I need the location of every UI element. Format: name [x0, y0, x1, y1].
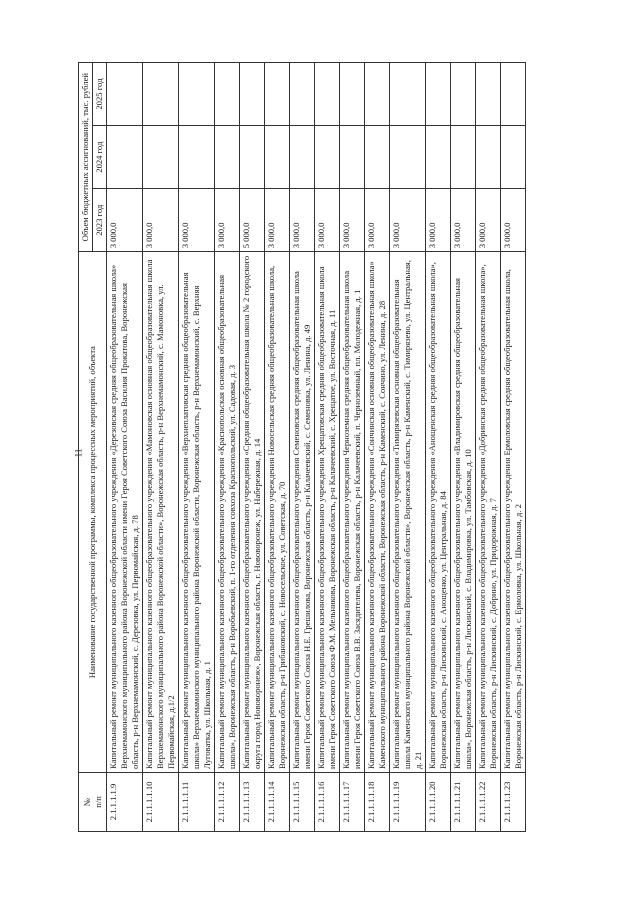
row-value-2024 [315, 126, 340, 189]
row-value-2023: 3 000,0 [476, 189, 501, 252]
table-row [240, 63, 265, 832]
row-number: 2.1.1.1.1.9 [107, 772, 143, 831]
page-number: 11 [73, 448, 84, 458]
row-value-2025 [476, 63, 501, 126]
row-value-2023: 3 000,0 [390, 189, 426, 252]
row-value-2025 [501, 63, 526, 126]
row-value-2024 [501, 126, 526, 189]
row-number: 2.1.1.1.1.21 [451, 772, 476, 831]
row-value-2025 [290, 63, 315, 126]
table-row [215, 63, 240, 832]
row-number: 2.1.1.1.1.15 [290, 772, 315, 831]
row-value-2025 [426, 63, 451, 126]
row-number: 2.1.1.1.1.13 [240, 772, 265, 831]
row-value-2025 [215, 63, 240, 126]
row-value-2023: 3 000,0 [426, 189, 451, 252]
row-name: Капитальный ремонт муниципального казенного общеобразовательного учреждения «Сончинская основная общеобразовательная школа» Каменского муниципального района Воронежской области, Воронежская область, р-н Каменский, с. Сончино, ул. Ленина, д. 28 [365, 252, 390, 773]
row-name: Капитальный ремонт муниципального казенного общеобразовательного учреждения «Владимировская средняя общеобразовательная школа», Воронежская область, р-н Лискинский, с. Владимировка, ул. Тамбовская, д. 10 [451, 252, 476, 773]
header-year-2024: 2024 год [93, 126, 107, 189]
row-value-2023: 3 000,0 [340, 189, 365, 252]
row-value-2023: 3 000,0 [107, 189, 143, 252]
row-value-2024 [390, 126, 426, 189]
row-value-2024 [107, 126, 143, 189]
row-number: 2.1.1.1.1.18 [365, 772, 390, 831]
row-name: Капитальный ремонт муниципального казенного общеобразовательного учреждения «Средняя общеобразовательная школа № 2 городского округа город Нововоронеж», Воронежская область, г. Нововоронеж, ул. Набережная, д. 14 [240, 252, 265, 773]
row-value-2023: 3 000,0 [179, 189, 215, 252]
row-value-2025 [265, 63, 290, 126]
row-value-2025 [107, 63, 143, 126]
row-number: 2.1.1.1.1.11 [179, 772, 215, 831]
budget-table [78, 62, 526, 832]
row-value-2023: 3 000,0 [365, 189, 390, 252]
row-number: 2.1.1.1.1.23 [501, 772, 526, 831]
row-number: 2.1.1.1.1.12 [215, 772, 240, 831]
row-value-2024 [426, 126, 451, 189]
row-name: Капитальный ремонт муниципального казенного общеобразовательного учреждения Новосельская средняя общеобразовательная школа, Воронежская область, р-н Грибановский, с. Новосельское, ул. Советская, д. 70 [265, 252, 290, 773]
header-year-2025: 2025 год [93, 63, 107, 126]
row-name: Капитальный ремонт муниципального казенного общеобразовательного учреждения «Краснопольская основная общеобразовательная школа», Воронежская область, р-н Воробьевский, п. 1-го отделения совхоза Краснопольский, ул. Садовая, д. 3 [215, 252, 240, 773]
header-number: № п/п [79, 772, 107, 831]
row-value-2023: 3 000,0 [315, 189, 340, 252]
table-row [390, 63, 426, 832]
row-name: Капитальный ремонт муниципального казенного общеобразовательного учреждения «Анощенская средняя общеобразовательная школа», Воронежская область, р-н Лискинский, с. Анощенко, ул. Центральная, д. 84 [426, 252, 451, 773]
row-name: Капитальный ремонт муниципального казенного общеобразовательного учреждения Черноземная средняя общеобразовательная школа имени Героя Советского Союза В.В. Засядителева, Воронежская область, р-н Калачеевский, п. Черноземный, пл. Молодежная, д. 1 [340, 252, 365, 773]
row-value-2023: 3 000,0 [265, 189, 290, 252]
rotated-page-area [78, 62, 629, 832]
table-row [365, 63, 390, 832]
row-value-2024 [290, 126, 315, 189]
row-name: Капитальный ремонт муниципального казенного общеобразовательного учреждения Ермоловская средняя общеобразовательная школа, Воронежская область, р-н Лискинский, с. Ермоловка, ул. Школьная, д. 2 [501, 252, 526, 773]
table-row [451, 63, 476, 832]
row-name: Капитальный ремонт муниципального казенного общеобразовательного учреждения «Мамоновская основная общеобразовательная школа Верхнемамонского муниципального района Воронежской области», Воронежская область, р-н Верхнемамонский, с. Мамоновка, ул. Первомайская, д.1/2 [143, 252, 179, 773]
row-number: 2.1.1.1.1.10 [143, 772, 179, 831]
row-value-2023: 5 000,0 [240, 189, 265, 252]
row-value-2025 [315, 63, 340, 126]
row-value-2023: 3 000,0 [290, 189, 315, 252]
row-value-2024 [179, 126, 215, 189]
row-number: 2.1.1.1.1.14 [265, 772, 290, 831]
table-row [107, 63, 143, 832]
table-row [265, 63, 290, 832]
row-value-2024 [451, 126, 476, 189]
table-row [476, 63, 501, 832]
row-value-2023: 3 000,0 [451, 189, 476, 252]
row-name: Капитальный ремонт муниципального казенного общеобразовательного учреждения «Верхнеплатовская средняя общеобразовательная школа» Верхнемамонского муниципального района Воронежской области, Воронежская область, р-н Верхнемамонский, с. Верхняя Луговатка, ул. Школьная, д. 1 [179, 252, 215, 773]
row-number: 2.1.1.1.1.16 [315, 772, 340, 831]
table-body [107, 63, 526, 832]
table-header [79, 63, 107, 832]
row-value-2023: 3 000,0 [215, 189, 240, 252]
row-value-2025 [390, 63, 426, 126]
row-number: 2.1.1.1.1.17 [340, 772, 365, 831]
table-row [179, 63, 215, 832]
row-value-2023: 3 000,0 [143, 189, 179, 252]
table-row [143, 63, 179, 832]
row-value-2024 [265, 126, 290, 189]
row-value-2024 [476, 126, 501, 189]
row-value-2024 [340, 126, 365, 189]
table-row [426, 63, 451, 832]
row-value-2024 [215, 126, 240, 189]
row-number: 2.1.1.1.1.20 [426, 772, 451, 831]
table-row [501, 63, 526, 832]
row-name: Капитальный ремонт муниципального казенного общеобразовательного учреждения «Тимирязевская основная общеобразовательная школа Каменского муниципального района Воронежской области», Воронежская область, р-н Каменский, с. Тимирязево, ул. Центральная, д. 21 [390, 252, 426, 773]
row-value-2025 [143, 63, 179, 126]
row-value-2024 [143, 126, 179, 189]
row-name: Капитальный ремонт муниципального казенного общеобразовательного учреждения «Дерезовская средняя общеобразовательная школа» Верхнемамонского муниципального района Воронежской области имени Героя Советского Союза Василия Прокатова, Воронежская область, р-н Верхнемамонский, с. Дерезовка, ул. Первомайская, д. 78 [107, 252, 143, 773]
row-value-2023: 3 000,0 [501, 189, 526, 252]
row-name: Капитальный ремонт муниципального казенного общеобразовательного учреждения «Добринская средняя общеобразовательная школа», Воронежская область, р-н Лискинский, с. Добрино, ул. Придорожная, д. 7 [476, 252, 501, 773]
table-row [315, 63, 340, 832]
row-value-2025 [451, 63, 476, 126]
row-value-2025 [340, 63, 365, 126]
table-row [290, 63, 315, 832]
row-value-2025 [240, 63, 265, 126]
row-value-2025 [179, 63, 215, 126]
table-row [340, 63, 365, 832]
row-name: Капитальный ремонт муниципального казенного общеобразовательного учреждения Семеновская средняя общеобразовательная школа имени Героя Советского Союза Н.Е. Грешилова, Воронежская область, р-н Калачеевский, с. Семеновка, ул. Ленина, д. 49 [290, 252, 315, 773]
row-number: 2.1.1.1.1.22 [476, 772, 501, 831]
row-value-2025 [365, 63, 390, 126]
header-year-2023: 2023 год [93, 189, 107, 252]
rotated-table-container [78, 62, 629, 832]
header-budget: Объем бюджетных ассигнований, тыс. рублей [79, 63, 93, 252]
row-number: 2.1.1.1.1.19 [390, 772, 426, 831]
row-value-2024 [365, 126, 390, 189]
row-name: Капитальный ремонт муниципального казенного общеобразовательного учреждения Хрещатовская средняя общеобразовательная школа имени Героя Советского Союза Ф.М. Мельникова, Воронежская область, р-н Калачеевский, с. Хрещатое, ул. Восточная, д. 11 [315, 252, 340, 773]
row-value-2024 [240, 126, 265, 189]
header-name: Наименование государственной программы, комплекса процессных мероприятий, объекта [79, 252, 107, 773]
